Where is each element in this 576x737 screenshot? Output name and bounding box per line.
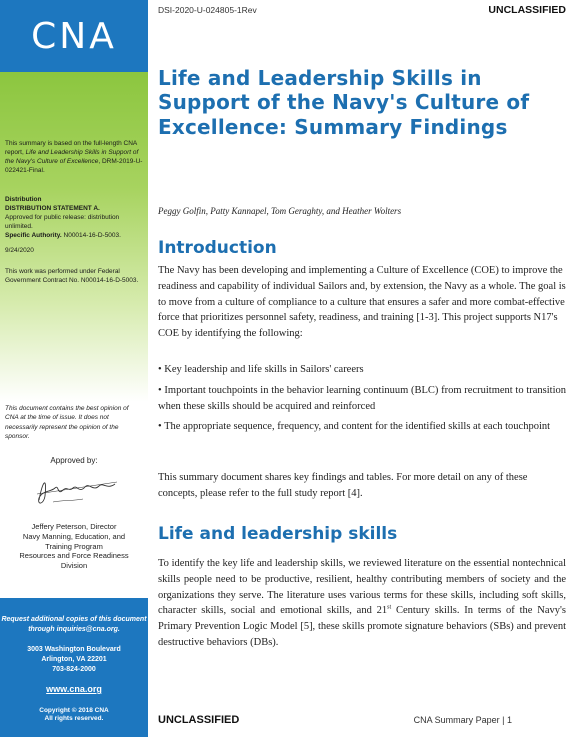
classification-footer: UNCLASSIFIED (158, 714, 240, 726)
distribution-text: Approved for public release: distribution unlimited. (5, 213, 120, 230)
request-copies-note: Request additional copies of this document through inquiries@cna.org. (1, 616, 147, 633)
signature-image (33, 470, 121, 510)
findings-bullet-list (158, 362, 566, 440)
address: 3003 Washington Boulevard Arlington, VA 22201 703-824-2000 (0, 645, 148, 674)
opinion-note: This document contains the best opinion of CNA at the time of issue. It does not necessarily represent the opinion of the sponsor. (5, 405, 129, 441)
page-title: Life and Leadership Skills in Support of the Navy's Culture of Excellence: Summary Findings (158, 66, 530, 139)
approver-name: Jeffery Peterson, Director (31, 522, 117, 531)
distribution-block (5, 196, 145, 286)
phone-number: 703-824-2000 (52, 665, 96, 673)
closing-paragraph: This summary document shares key findings and tables. For more detail on any of these concepts, please refer to the full study report [4]. (158, 472, 528, 499)
life-skills-paragraph: To identify the key life and leadership skills, we reviewed literature on the essential nontechnical skills people need to be productive, resilient, healthy contributing members of society and the organizations they serve. The literature uses various terms for these skills, including soft skills, character skills, social and emotional skills, and 21st Century skills. In terms of the Navy's Primary Prevention Logic Model [5], these skills promote signature behaviors (SBs) and prevent destructive behaviors (DBs). (158, 558, 566, 648)
specific-authority: Specific Authority. N00014-16-D-5003. (5, 231, 121, 239)
list-item: • The appropriate sequence, frequency, and content for the identified skills at each touchpoint (158, 421, 551, 433)
introduction-paragraph: The Navy has been developing and implementing a Culture of Excellence (COE) to improve the readiness and capability of individual Sailors and, by extension, the Navy as a whole. The goal is to move from a culture of compliance to a culture that ensures a safer and more combat-effective force that prioritizes personnel safety, readiness, and training [1-3]. This project supports N17's COE by identifying the following: (158, 265, 566, 339)
contract-note: This work was performed under Federal Government Contract No. N00014-16-D-5003. (5, 267, 139, 284)
authors: Peggy Golfin, Patty Kannapel, Tom Geraghty, and Heather Wolters (158, 206, 402, 216)
life-skills-heading: Life and leadership skills (158, 524, 398, 544)
copyright: Copyright © 2018 CNA All rights reserved. (39, 707, 109, 723)
list-item: • Important touchpoints in the behavior learning continuum (BLC) from recruitment to transition when these skills should be acquired and reinforced (158, 384, 566, 412)
website-link[interactable]: www.cna.org (46, 684, 102, 694)
distribution-heading: Distribution (5, 196, 42, 203)
cna-logo-block (0, 0, 148, 72)
authority-date: 9/24/2020 (5, 246, 34, 254)
page-number-label: CNA Summary Paper | 1 (413, 715, 512, 725)
cna-logo: CNA (31, 15, 117, 57)
summary-note: This summary is based on the full-length CNA report, Life and Leadership Skills in Support of the Navy's Culture of Excellence, DRM-2019-U-022421-Final. (5, 140, 143, 174)
document-id: DSI-2020-U-024805-1Rev (158, 5, 257, 15)
summary-note-report-title: Life and Leadership Skills in Support of the Navy's Culture of Excellence (5, 148, 139, 165)
approver-block: Jeffery Peterson, Director Navy Manning, Education, and Training Program Resources and Force Readiness Division (0, 522, 148, 571)
distribution-statement: DISTRIBUTION STATEMENT A. (5, 204, 100, 212)
introduction-heading: Introduction (158, 238, 277, 258)
approved-by-label: Approved by: (50, 456, 98, 465)
sidebar-contact-block (0, 598, 148, 737)
list-item: • Key leadership and life skills in Sailors' careers (158, 364, 364, 375)
classification-header: UNCLASSIFIED (488, 4, 566, 16)
